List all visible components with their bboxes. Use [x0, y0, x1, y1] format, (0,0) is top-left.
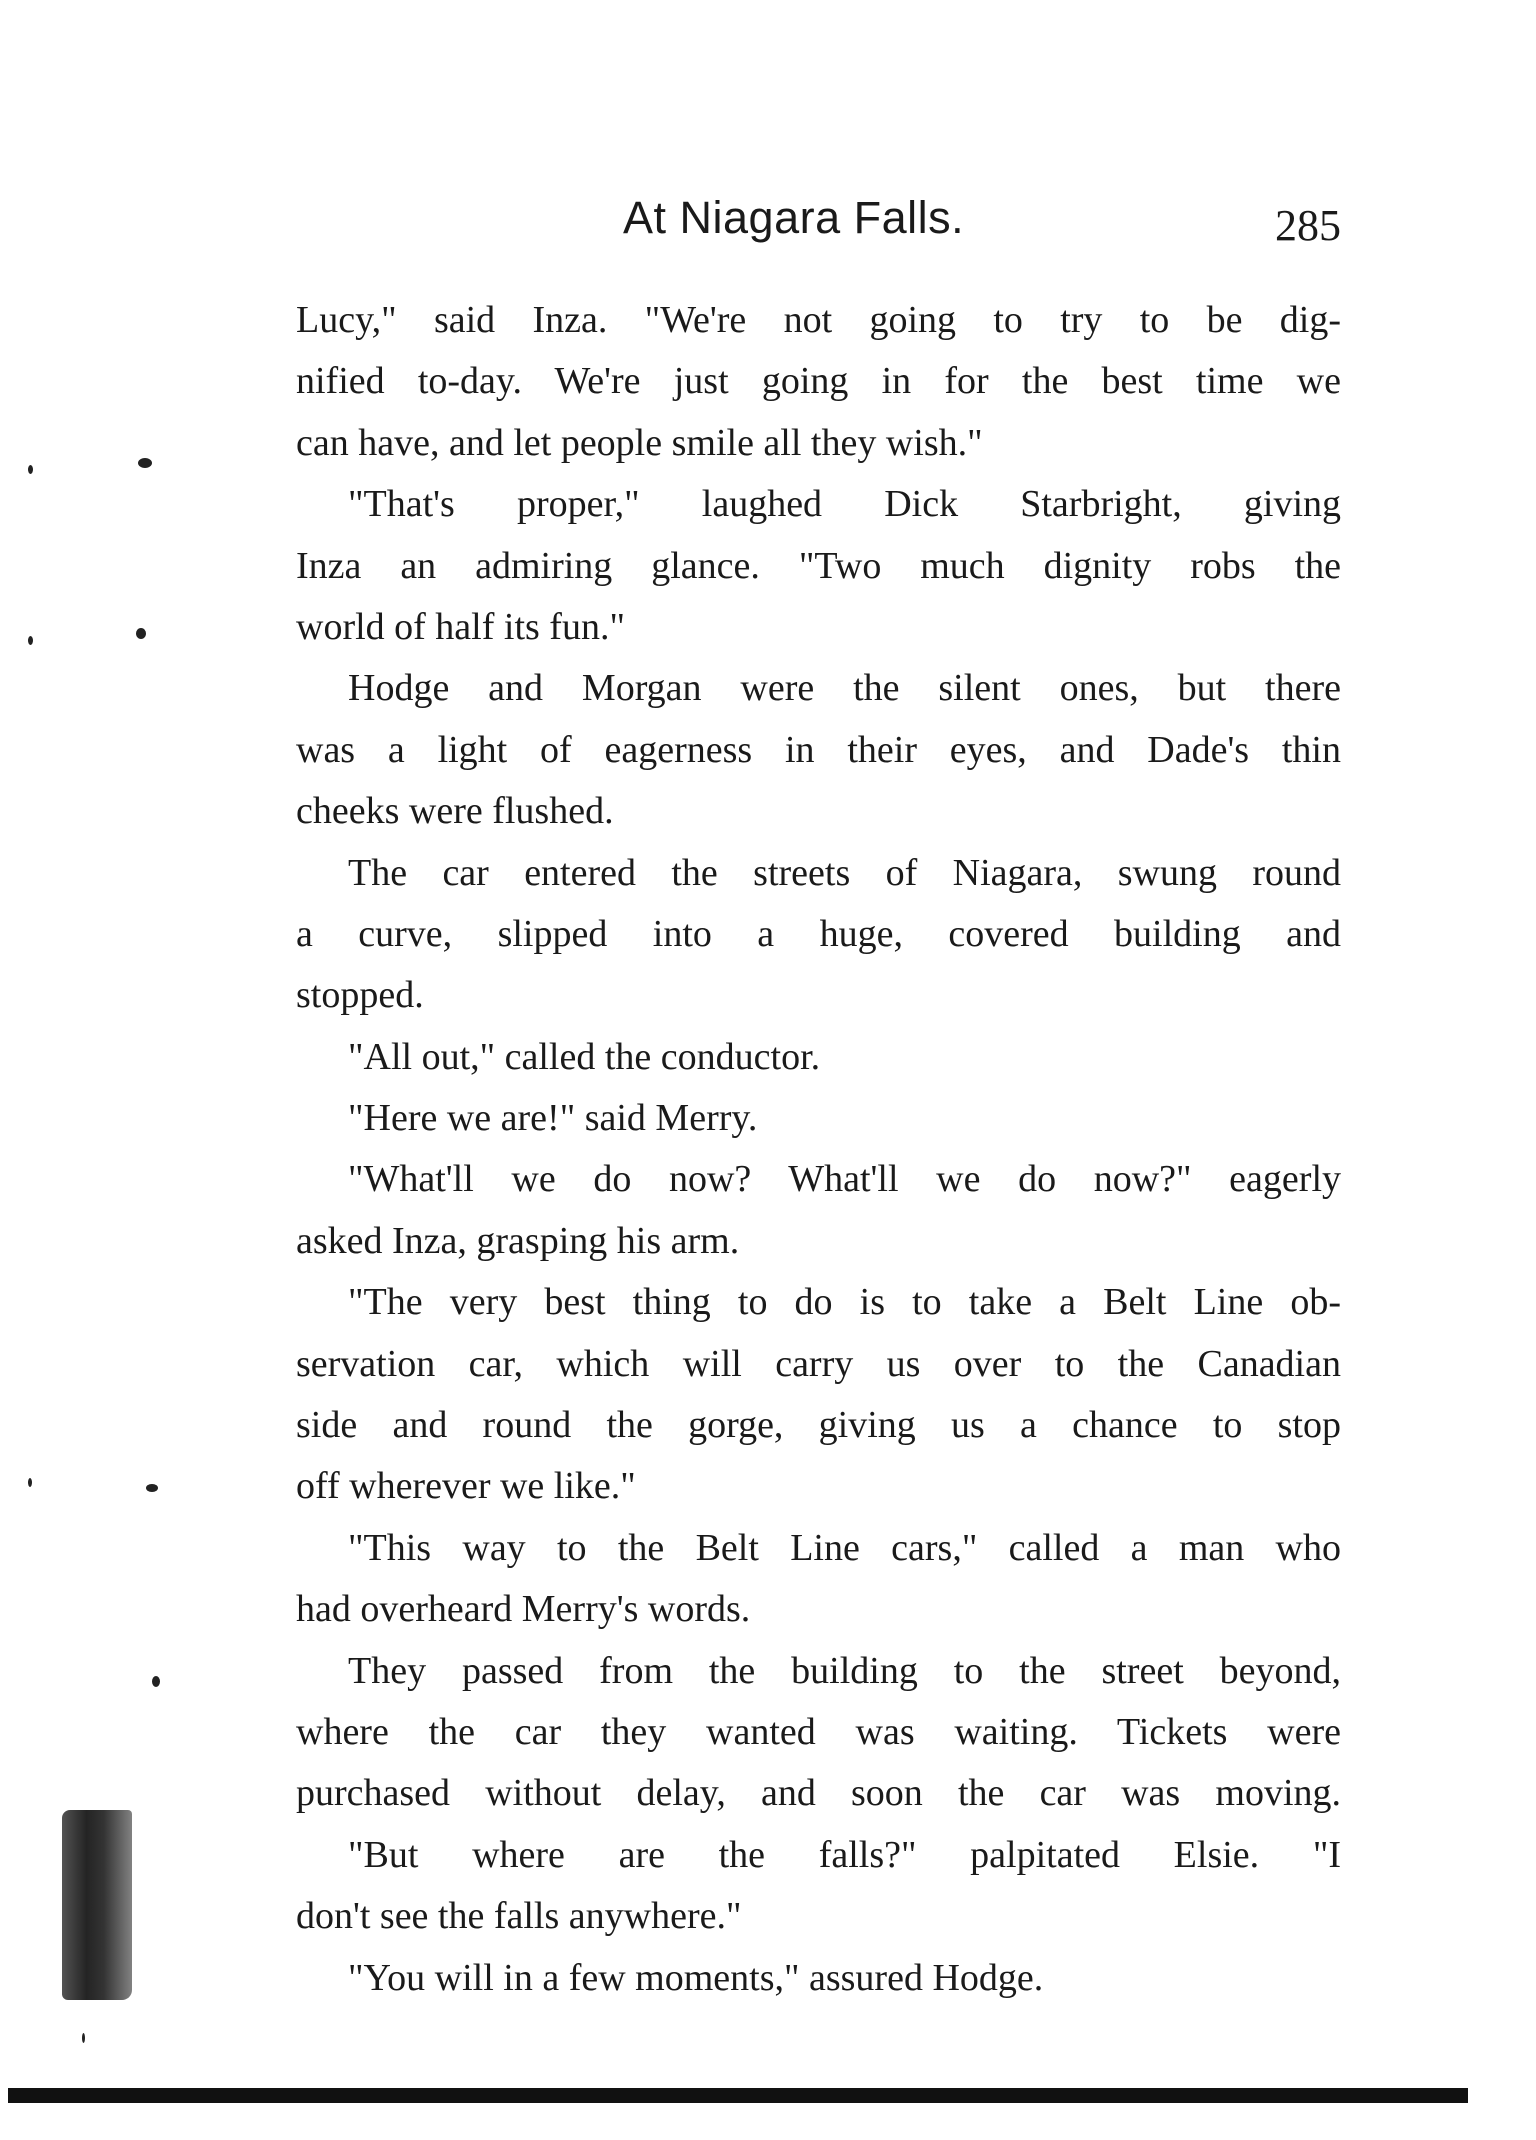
- text-line: side and round the gorge, giving us a chance to stop: [296, 1404, 1341, 1447]
- text-line: cheeks were flushed.: [296, 790, 614, 833]
- paragraph-start-line: "That's proper," laughed Dick Starbright, giving: [348, 483, 1341, 526]
- scan-speck: [28, 465, 33, 474]
- text-line: don't see the falls anywhere.": [296, 1895, 742, 1938]
- scan-speck: [152, 1676, 160, 1687]
- page-number: 285: [1275, 201, 1341, 250]
- paragraph-start-line: "All out," called the conductor.: [348, 1035, 821, 1078]
- text-line: nified to-day. We're just going in for the best time we: [296, 360, 1341, 403]
- text-line: Inza an admiring glance. "Two much dignity robs the: [296, 544, 1341, 587]
- text-line: stopped.: [296, 974, 424, 1017]
- paragraph-start-line: "This way to the Belt Line cars," called a man who: [348, 1526, 1341, 1569]
- paragraph-start-line: The car entered the streets of Niagara, swung round: [348, 851, 1341, 894]
- paragraph-start-line: "You will in a few moments," assured Hodge.: [348, 1956, 1044, 1999]
- page-header: [296, 188, 1341, 258]
- scan-speck: [136, 628, 146, 639]
- scan-speck: [146, 1484, 158, 1492]
- paragraph-start-line: "But where are the falls?" palpitated Elsie. "I: [348, 1833, 1341, 1876]
- paragraph-start-line: "Here we are!" said Merry.: [348, 1097, 758, 1140]
- text-line: off wherever we like.": [296, 1465, 636, 1508]
- paragraph-start-line: Hodge and Morgan were the silent ones, but there: [348, 667, 1341, 710]
- body-text: [296, 290, 1341, 2009]
- text-line: a curve, slipped into a huge, covered building and: [296, 912, 1341, 955]
- scan-speck: [138, 458, 152, 468]
- scan-speck: [28, 636, 33, 645]
- text-line: purchased without delay, and soon the car was moving.: [296, 1772, 1341, 1815]
- text-line: Lucy," said Inza. "We're not going to try to be dig-: [296, 299, 1341, 341]
- paragraph-start-line: "What'll we do now? What'll we do now?" eagerly: [348, 1158, 1341, 1201]
- text-line: had overheard Merry's words.: [296, 1588, 751, 1631]
- paragraph-start-line: They passed from the building to the street beyond,: [348, 1649, 1341, 1692]
- scan-speck: [28, 1478, 32, 1487]
- text-line: where the car they wanted was waiting. Tickets were: [296, 1710, 1341, 1753]
- scan-bottom-edge: [8, 2088, 1468, 2103]
- running-title: At Niagara Falls.: [623, 192, 965, 243]
- text-line: was a light of eagerness in their eyes, and Dade's thin: [296, 728, 1341, 771]
- scan-speck: [82, 2033, 85, 2043]
- paragraph-start-line: "The very best thing to do is to take a Belt Line ob-: [348, 1281, 1341, 1324]
- text-line: asked Inza, grasping his arm.: [296, 1219, 740, 1262]
- scan-edge-smudge: [62, 1810, 132, 2000]
- text-line: world of half its fun.": [296, 605, 625, 648]
- text-line: can have, and let people smile all they wish.": [296, 421, 983, 464]
- text-line: servation car, which will carry us over to the Canadian: [296, 1342, 1341, 1385]
